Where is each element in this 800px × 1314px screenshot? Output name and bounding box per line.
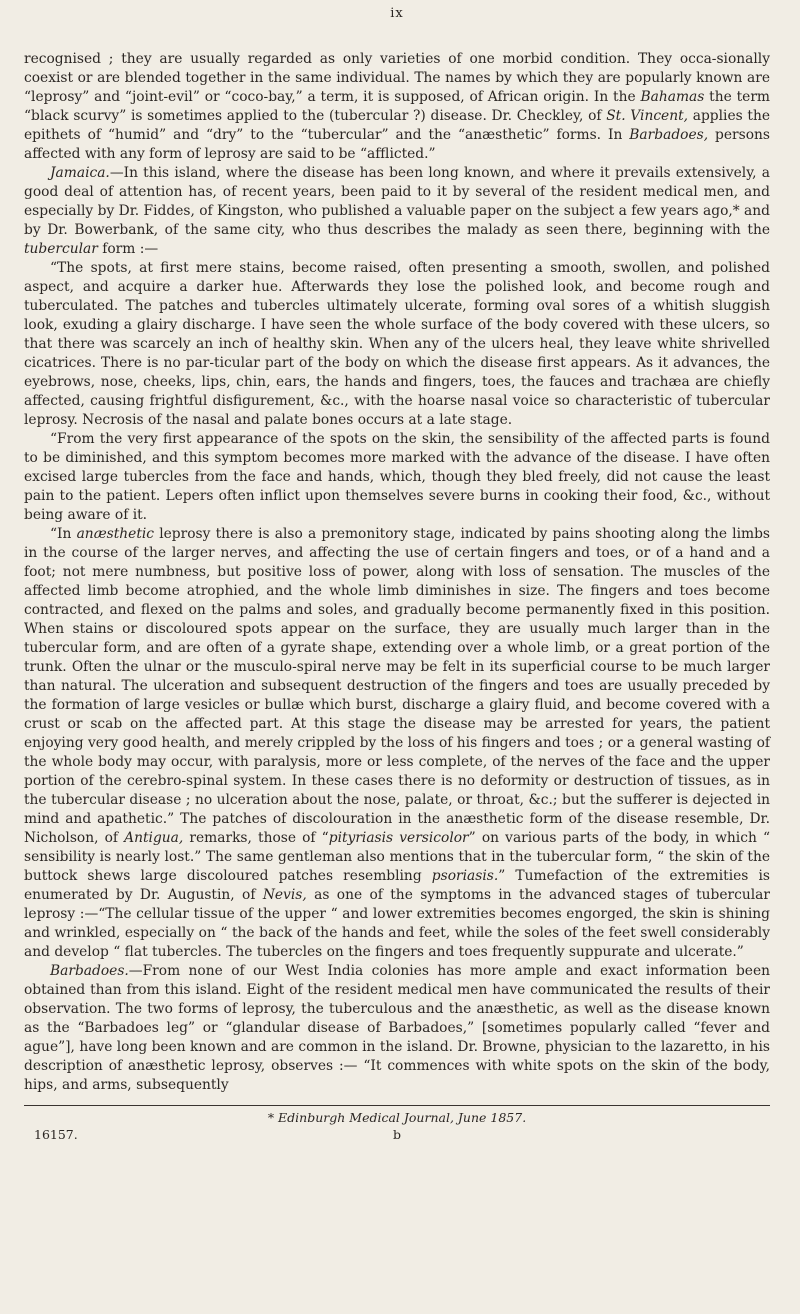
paragraph xyxy=(24,164,770,259)
text-run: remarks, those of “ xyxy=(183,830,329,846)
text-run: form :— xyxy=(97,241,159,257)
italic-text: Bahamas xyxy=(640,89,705,105)
page-footer xyxy=(24,1110,770,1150)
footnote: * Edinburgh Medical Journal, June 1857. xyxy=(267,1110,527,1125)
italic-text: Nevis, xyxy=(262,887,307,903)
italic-text: St. Vincent, xyxy=(606,108,689,124)
page-folio: ix xyxy=(390,6,404,21)
italic-text: tubercular xyxy=(24,241,98,257)
text-run: ” on various parts of the body, in which “ sensibility is nearly lost.” The same gentleman also mentions that in the tubercular form, “ the skin of the buttock shews large discoloured patches resembling xyxy=(24,830,771,884)
signature-row xyxy=(24,1125,770,1145)
text-run: —From none of our West India colonies has more ample and exact information been obtained than from this island. Eight of the resident medical men have communicated the results of their observation. The two forms of leprosy, the tuberculous and the anæsthetic, as well as the disease known as the “Barbadoes leg” or “glandular disease of Barbadoes,” [sometimes popularly called “fever and ague”], have long been known and are common in the island. Dr. Browne, physician to the lazaretto, in his description of anæsthetic leprosy, observes :— “It commences with white spots on the skin of the body, hips, and arms, subsequently xyxy=(24,963,770,1093)
paragraph xyxy=(24,50,770,164)
text-run: “In xyxy=(50,526,77,542)
text-run: “The spots, at first mere stains, become raised, often presenting a smooth, swollen, and polished aspect, and acquire a darker hue. Afterwards they lose the polished look, and become rough and tuberculated. The patches and tubercles ultimately ulcerate, forming oval sores of a whitish sluggish look, exuding a glairy discharge. I have seen the whole surface of the body covered with these ulcers, so that there was scarcely an inch of healthy skin. When any of the ulcers heal, they leave white shrivelled cicatrices. There is no par-ticular part of the body on which the disease first appears. As it advances, the eyebrows, nose, cheeks, lips, chin, ears, the hands and fingers, toes, the fauces and trachæa are chiefly affected, causing frightful disfigurement, &c., with the hoarse nasal voice so characteristic of tubercular leprosy. Necrosis of the nasal and palate bones occurs at a late stage. xyxy=(24,260,770,428)
italic-text: Antigua, xyxy=(124,830,184,846)
text-run: the term “black scurvy” is sometimes applied to the (tubercular ?) disease. Dr. Checkley, of xyxy=(24,89,770,124)
text-run: applies the epithets of “humid” and “dry” to the “tubercular” and the “anæsthetic” forms. In xyxy=(24,108,771,143)
paragraph xyxy=(24,259,770,430)
italic-text: anæsthetic xyxy=(76,526,155,542)
italic-text: Jamaica. xyxy=(50,165,110,181)
paragraph xyxy=(24,525,770,962)
text-run: persons affected with any form of leprosy are said to be “afflicted.” xyxy=(24,127,770,162)
paragraph xyxy=(24,430,770,525)
body-text xyxy=(24,50,770,1095)
text-run: ” Tumefaction of the extremities is enumerated by Dr. Augustin, of xyxy=(24,868,770,903)
text-run: recognised ; they are usually regarded as only varieties of one morbid condition. They occa-sionally coexist or are blended together in the same individual. The names by which they are popularly known are “leprosy” and “joint-evil” or “coco-bay,” a term, it is supposed, of African origin. In the xyxy=(24,51,770,105)
italic-text: pityriasis versicolor xyxy=(328,830,469,846)
footnote-rule xyxy=(24,1105,770,1106)
text-run: as one of the symptoms in the advanced stages of tubercular leprosy :—“The cellular tissue of the upper “ and lower extremities becomes engorged, the skin is shining and wrinkled, especially on “ the back of the hands and feet, while the soles of the feet swell considerably and develop “ flat tubercles. The tubercles on the fingers and toes frequently suppurate and ulcerate.” xyxy=(24,887,770,960)
paragraph xyxy=(24,962,770,1095)
italic-text: Barbadoes. xyxy=(50,963,129,979)
signature-mark: b xyxy=(392,1127,401,1142)
italic-text: Barbadoes, xyxy=(629,127,709,143)
text-run: “From the very first appearance of the spots on the skin, the sensibility of the affected parts is found to be diminished, and this symptom becomes more marked with the advance of the disease. I have often excised large tubercles from the face and hands, which, though they bled freely, did not cause the least pain to the patient. Lepers often inflict upon themselves severe burns in cooking their food, &c., without being aware of it. xyxy=(24,431,770,523)
text-run: leprosy there is also a premonitory stage, indicated by pains shooting along the limbs in the course of the larger nerves, and affecting the use of certain fingers and toes, or of a hand and a foot; not mere numbness, but positive loss of power, along with loss of sensation. The muscles of the affected limb become atrophied, and the whole limb diminishes in size. The fingers and toes become contracted, and flexed on the palms and soles, and gradually become permanently fixed in this position. When stains or discoloured spots appear on the surface, they are usually much larger than in the tubercular form, and are often of a gyrate shape, extending over a whole limb, or a great portion of the trunk. Often the ulnar or the musculo-spiral nerve may be felt in its superficial course to be much larger than natural. The ulceration and subsequent destruction of the fingers and toes are usually preceded by the formation of large vesicles or bullæ which burst, discharge a glairy fluid, and become covered with a crust or scab on the affected part. At this stage the disease may be arrested for years, the patient enjoying very good health, and merely crippled by the loss of his fingers and toes ; or a general wasting of the whole body may occur, with paralysis, more or less complete, of the nerves of the face and the upper portion of the cerebro-spinal system. In these cases there is no deformity or destruction of tissues, as in the tubercular disease ; no ulceration about the nose, palate, or throat, &c.; but the sufferer is dejected in mind and apathetic.” The patches of discolouration in the anæsthetic form of the disease resemble, Dr. Nicholson, of xyxy=(24,526,770,846)
text-run: —In this island, where the disease has been long known, and where it prevails extensively, a good deal of attention has, of recent years, been paid to it by several of the resident medical men, and especially by Dr. Fiddes, of Kingston, who published a valuable paper on the subject a few years ago,* and by Dr. Bowerbank, of the same city, who thus describes the malady as seen there, beginning with the xyxy=(24,165,770,238)
italic-text: psoriasis. xyxy=(431,868,499,884)
printer-mark: 16157. xyxy=(34,1127,78,1142)
